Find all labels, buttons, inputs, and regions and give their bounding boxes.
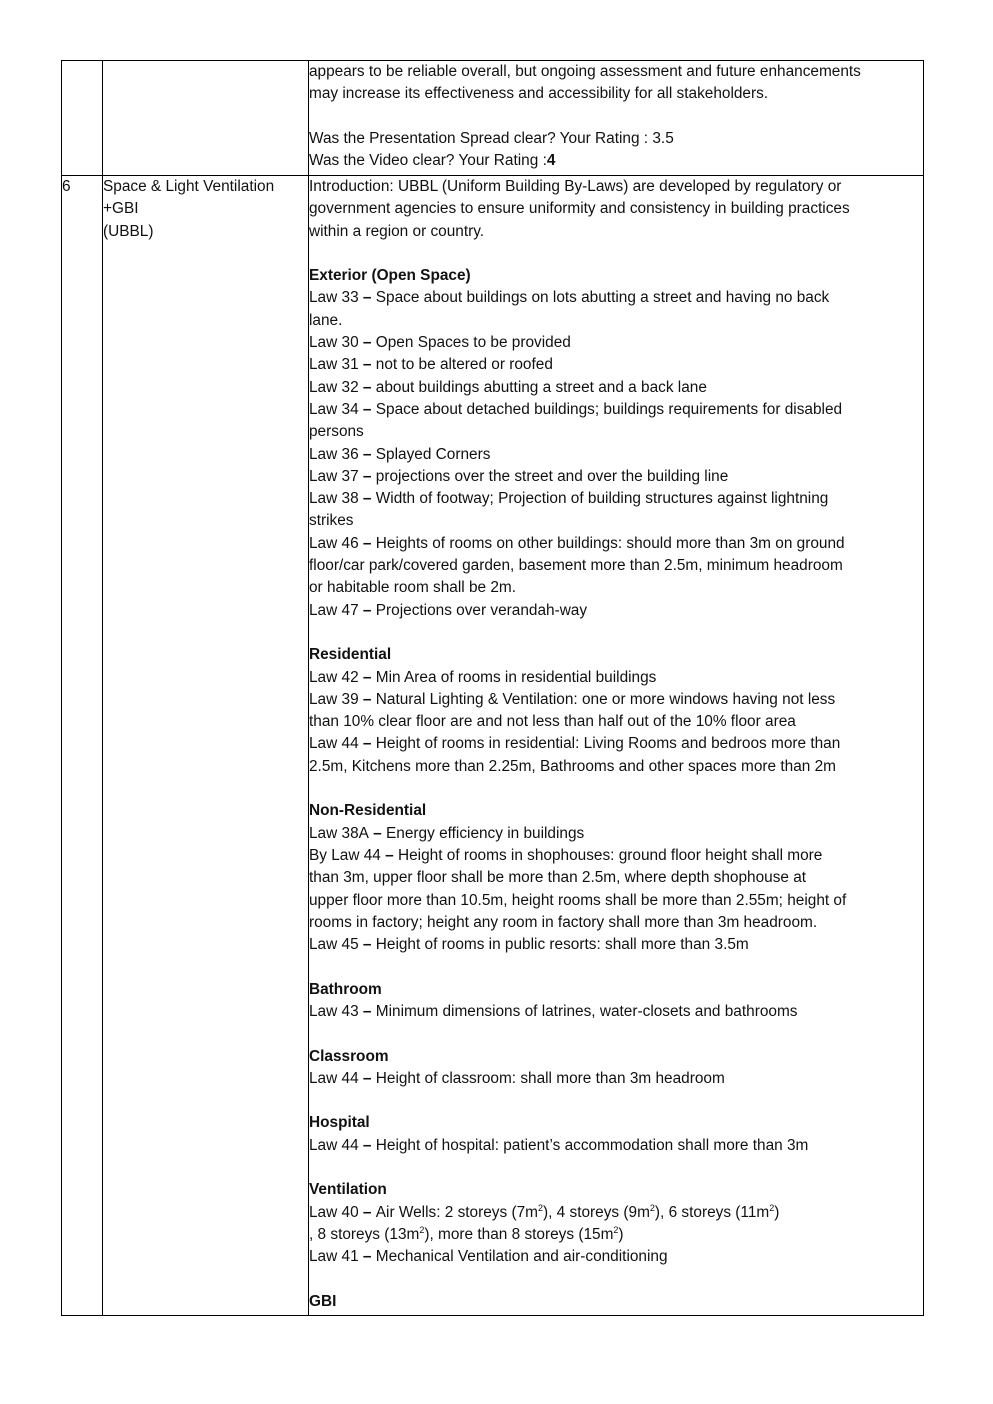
topic-cell [103,61,309,176]
law-item: Law 31 – not to be altered or roofed [309,356,553,374]
law-item-cont: than 10% clear floor are and not less than half out of the 10% floor area [309,713,796,731]
law-item: Law 38 – Width of footway; Projection of building structures against lightning [309,490,829,508]
intro-line: within a region or country. [309,222,485,240]
law-item: Law 46 – Heights of rooms on other buildings: should more than 3m on ground [309,534,845,552]
law-item-cont: lane. [309,311,343,329]
content-cell [309,176,924,1316]
law-item-cont: rooms in factory; height any room in factory shall more than 3m headroom. [309,913,818,931]
law-item: Law 38A – Energy efficiency in buildings [309,824,585,842]
law-item: Law 47 – Projections over verandah-way [309,601,588,619]
intro-line: Introduction: UBBL (Uniform Building By-Laws) are developed by regulatory or [309,178,842,195]
section-heading-gbi: GBI [309,1292,337,1310]
law-item: Law 44 – Height of classroom: shall more than 3m headroom [309,1069,725,1087]
comment-line: appears to be reliable overall, but ongoing assessment and future enhancements [309,63,861,80]
table-row-6 [62,176,924,1316]
video-rating: Was the Video clear? Your Rating :4 [309,152,556,170]
law-item: Law 33 – Space about buildings on lots abutting a street and having no back [309,289,830,307]
topic-line: (UBBL) [103,222,154,240]
law-item: By Law 44 – Height of rooms in shophouses: ground floor height shall more [309,846,823,864]
section-heading-exterior: Exterior (Open Space) [309,267,471,285]
section-heading-bathroom: Bathroom [309,980,382,998]
topic-line: +GBI [103,200,139,218]
law-item: Law 44 – Height of rooms in residential: Living Rooms and bedroos more than [309,735,841,753]
intro-line: government agencies to ensure uniformity and consistency in building practices [309,200,850,218]
law-item: Law 44 – Height of hospital: patient’s accommodation shall more than 3m [309,1136,809,1154]
comment-line: may increase its effectiveness and accessibility for all stakeholders. [309,85,769,103]
law-item: Law 40 – Air Wells: 2 storeys $(7m^2)$, 4 storeys $(9m^2)$, 6 storeys $(11m^2)$ [309,1202,780,1221]
law-item: Law 34 – Space about detached buildings; buildings requirements for disabled [309,400,843,418]
law-item-cont: floor/car park/covered garden, basement more than 2.5m, minimum headroom [309,557,843,575]
law-item: Law 43 – Minimum dimensions of latrines, water-closets and bathrooms [309,1002,798,1020]
law-item: Law 41 – Mechanical Ventilation and air-conditioning [309,1248,668,1266]
law-item-cont: or habitable room shall be 2m. [309,579,517,597]
number-cell [62,61,103,176]
law-item: Law 36 – Splayed Corners [309,445,491,463]
video-rating-value: 4 [546,152,556,170]
law-item: Law 42 – Min Area of rooms in residential buildings [309,668,657,686]
law-item: Law 37 – projections over the street and over the building line [309,467,729,485]
comment-cell [309,61,924,176]
topic-cell [103,176,309,1316]
section-heading-non-residential: Non-Residential [309,802,427,820]
law-item: Law 39 – Natural Lighting & Ventilation: one or more windows having not less [309,690,836,708]
row-number: 6 [62,176,103,1316]
law-item: Law 45 – Height of rooms in public resorts: shall more than 3.5m [309,936,749,954]
topic-line: Space & Light Ventilation [103,178,275,195]
section-heading-classroom: Classroom [309,1047,389,1065]
law-item: Law 30 – Open Spaces to be provided [309,334,571,352]
law-item-cont: than 3m, upper floor shall be more than 2.5m, where depth shophouse at [309,869,807,887]
law-item-cont: persons [309,423,364,441]
section-heading-ventilation: Ventilation [309,1181,387,1199]
law-item-cont: strikes [309,512,354,530]
section-heading-residential: Residential [309,646,392,664]
law-item-cont: upper floor more than 10.5m, height rooms shall be more than 2.55m; height of [309,891,847,909]
law-item-cont: 2.5m, Kitchens more than 2.25m, Bathrooms and other spaces more than 2m [309,757,836,775]
section-heading-hospital: Hospital [309,1114,370,1132]
presentation-rating: Was the Presentation Spread clear? Your Rating : 3.5 [309,129,674,147]
law-item: Law 32 – about buildings abutting a street and a back lane [309,378,707,396]
law-item-cont: , 8 storeys $(13m^2)$, more than 8 storeys $(15m^2)$ [309,1224,624,1243]
evaluation-table [61,60,924,1316]
table-row-continued [62,61,924,176]
